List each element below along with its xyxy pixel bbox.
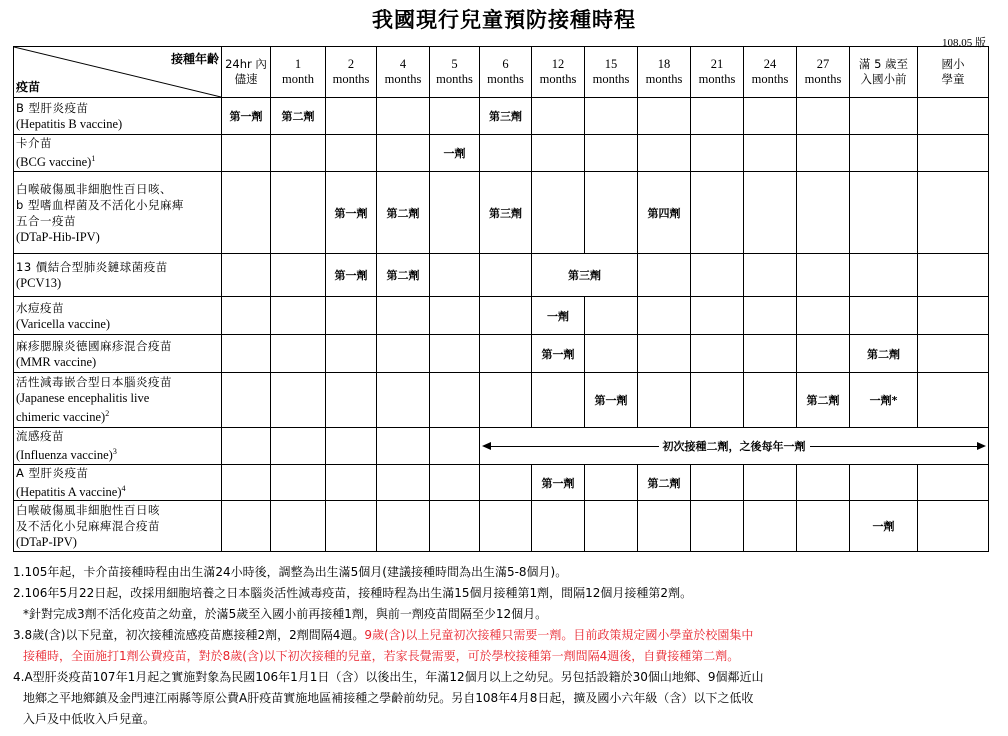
dose-cell (532, 98, 585, 135)
vaccine-name-en-text: (Japanese encephalitis live (16, 391, 150, 406)
vaccine-name-en (16, 354, 221, 370)
age-axis-label: 接種年齡 (170, 52, 219, 66)
dose-cell (377, 335, 430, 373)
vaccine-name-zh: 白喉破傷風非細胞性百日咳、 (16, 181, 172, 196)
footnote-marker: 1 (91, 154, 96, 164)
vaccine-name-en-text: (MMR vaccine) (16, 354, 97, 369)
vaccine-axis-label: 疫苗 (16, 80, 41, 94)
dose-cell (271, 297, 326, 335)
age-header-5 (480, 47, 532, 98)
dose-cell (744, 172, 797, 254)
dose-cell (744, 297, 797, 335)
vaccine-name-en-text: (DTaP-IPV) (16, 535, 77, 550)
dose-cell: 第一劑 (222, 98, 271, 135)
vaccine-name-cell (14, 172, 222, 254)
dose-cell (797, 465, 850, 501)
dose-cell (691, 297, 744, 335)
dose-cell (691, 98, 744, 135)
dose-cell (480, 297, 532, 335)
dose-cell: 第一劑 (326, 254, 377, 297)
footnote-line (13, 667, 988, 688)
vaccine-name-en (16, 390, 221, 406)
dose-cell (744, 254, 797, 297)
vaccine-name-cell (14, 465, 222, 501)
age-header-6 (532, 47, 585, 98)
vaccine-name-cell (14, 254, 222, 297)
age-header-line: 27 (816, 57, 830, 71)
dose-cell (850, 465, 918, 501)
vaccine-name-zh: 麻疹腮腺炎德國麻疹混合疫苗 (16, 338, 172, 353)
dose-cell (377, 501, 430, 552)
age-header-3 (377, 47, 430, 98)
dose-cell (222, 135, 271, 172)
dose-cell (271, 172, 326, 254)
age-header-10 (744, 47, 797, 98)
dose-cell (585, 98, 638, 135)
version-label: 108.05 版 (942, 37, 986, 49)
age-header-9 (691, 47, 744, 98)
dose-cell (480, 254, 532, 297)
vaccine-name-cell (14, 98, 222, 135)
age-header-7 (585, 47, 638, 98)
annual-dose-arrow (480, 428, 989, 465)
footnotes (13, 562, 988, 730)
vaccine-name-en-text: (Influenza vaccine) (16, 448, 113, 463)
dose-cell: 第二劑 (797, 373, 850, 428)
dose-cell (377, 98, 430, 135)
dose-cell (638, 373, 691, 428)
dose-cell: 第一劑 (326, 172, 377, 254)
arrow-left-icon (482, 442, 491, 450)
dose-cell (222, 254, 271, 297)
age-header-line: months (332, 72, 370, 86)
footnote-marker: 3 (112, 447, 117, 457)
vaccine-name-en (16, 151, 221, 170)
age-header-line: months (592, 72, 630, 86)
age-header-line: 5 (451, 57, 458, 71)
dose-cell (377, 135, 430, 172)
dose-cell: 一劑 (850, 501, 918, 552)
dose-cell (377, 428, 430, 465)
age-header-line: 15 (604, 57, 618, 71)
dose-cell (585, 465, 638, 501)
dose-cell (918, 465, 989, 501)
vaccine-name-zh: 五合一疫苗 (16, 213, 76, 228)
dose-cell: 一劑 (430, 135, 480, 172)
dose-cell (797, 297, 850, 335)
dose-cell (850, 254, 918, 297)
vaccine-name-cell (14, 335, 222, 373)
vaccine-name-en-text: (Hepatitis B vaccine) (16, 117, 123, 131)
age-header-2 (326, 47, 377, 98)
footnote-line (13, 604, 988, 625)
footnote-line (13, 646, 988, 667)
dose-cell (326, 98, 377, 135)
dose-cell (430, 98, 480, 135)
dose-cell (918, 254, 989, 297)
dose-cell (585, 172, 638, 254)
dose-cell (797, 335, 850, 373)
footnote-line (13, 583, 988, 604)
age-header-line: months (539, 72, 577, 86)
age-header-line: 4 (399, 57, 407, 71)
dose-cell (271, 501, 326, 552)
age-header-line: 6 (502, 57, 509, 71)
vaccine-name-en-text: (Hepatitis A vaccine) (16, 485, 122, 500)
footnote-marker: 2 (105, 409, 110, 419)
vaccine-row (14, 465, 989, 501)
dose-cell (638, 254, 691, 297)
footnote-text: 1.105年起，卡介苗接種時程由出生滿24小時後，調整為出生滿5個月(建議接種時間為出生滿5-8個月)。 (13, 565, 568, 579)
vaccine-row (14, 297, 989, 335)
vaccine-name-en (16, 444, 221, 463)
dose-cell (797, 501, 850, 552)
age-header-11 (797, 47, 850, 98)
dose-cell (326, 135, 377, 172)
dose-cell: 第二劑 (271, 98, 326, 135)
age-header-line: 儘速 (234, 72, 258, 86)
dose-cell: 第一劑 (532, 335, 585, 373)
dose-cell (918, 172, 989, 254)
age-header-line: months (436, 72, 473, 86)
dose-cell (326, 465, 377, 501)
footnote-text: 9歲(含)以上兒童初次接種只需要一劑。目前政策規定國小學童於校園集中 (364, 628, 754, 642)
dose-cell (797, 98, 850, 135)
vaccine-name-en-text: (Varicella vaccine) (16, 316, 111, 331)
dose-cell: 第二劑 (377, 254, 430, 297)
vaccine-name-en (16, 316, 221, 332)
dose-cell (532, 172, 585, 254)
dose-cell (377, 297, 430, 335)
dose-cell (585, 297, 638, 335)
dose-cell (744, 465, 797, 501)
footnote-text: 入戶及中低收入戶兒童。 (23, 712, 156, 726)
dose-cell (638, 98, 691, 135)
dose-cell (918, 501, 989, 552)
vaccine-row (14, 135, 989, 172)
vaccine-name-zh: 活性減毒嵌合型日本腦炎疫苗 (16, 375, 172, 390)
dose-cell (585, 335, 638, 373)
dose-cell (797, 172, 850, 254)
vaccine-name-cell (14, 373, 222, 428)
vaccine-row (14, 172, 989, 254)
age-header-line: months (487, 72, 524, 86)
dose-cell (638, 501, 691, 552)
dose-cell (918, 373, 989, 428)
age-header-line: 24 (763, 57, 777, 71)
vaccine-name-zh: 及不活化小兒麻痺混合疫苗 (16, 519, 160, 534)
dose-cell (430, 501, 480, 552)
dose-cell (480, 501, 532, 552)
dose-cell (326, 428, 377, 465)
dose-cell (850, 135, 918, 172)
vaccine-name-zh: 白喉破傷風非細胞性百日咳 (16, 503, 160, 518)
vaccine-name-en (16, 534, 221, 550)
dose-cell (430, 335, 480, 373)
dose-cell (691, 501, 744, 552)
dose-cell (326, 297, 377, 335)
dose-cell (222, 172, 271, 254)
footnote-text: 地鄉之平地鄉鎮及金門連江兩縣等原公費A肝疫苗實施地區補接種之學齡前幼兒。另自108年4月8日起，擴及國小六年級（含）以下之低收 (23, 691, 754, 705)
dose-cell (532, 135, 585, 172)
vaccine-name-en-text: (PCV13) (16, 276, 62, 290)
vaccine-name-cell (14, 428, 222, 465)
vaccine-name-en (16, 275, 221, 291)
vaccine-row (14, 373, 989, 428)
age-header-line: months (698, 72, 736, 86)
footnote-line (13, 625, 988, 646)
dose-cell (638, 335, 691, 373)
dose-cell: 第二劑 (850, 335, 918, 373)
age-header-line: 18 (657, 57, 671, 71)
footnote-text: 4.A型肝炎疫苗107年1月起之實施對象為民國106年1月1日（含）以後出生，年滿12個月以上之幼兒。另包括設籍於30個山地鄉、9個鄰近山 (13, 670, 764, 684)
dose-cell (271, 254, 326, 297)
dose-cell (691, 254, 744, 297)
age-header-line: 24hr 內 (225, 57, 267, 71)
age-header-line: months (804, 72, 842, 86)
dose-cell (797, 135, 850, 172)
dose-cell (430, 428, 480, 465)
age-header-8 (638, 47, 691, 98)
age-header-line: 21 (710, 57, 724, 71)
dose-cell (532, 501, 585, 552)
footnote-marker: 4 (121, 484, 126, 493)
footnote-line (13, 688, 988, 709)
age-header-0 (222, 47, 271, 98)
dose-cell: 第一劑 (585, 373, 638, 428)
arrow-right-icon (977, 442, 986, 450)
vaccine-name-cell (14, 135, 222, 172)
dose-cell (744, 135, 797, 172)
vaccine-row (14, 98, 989, 135)
dose-cell (850, 98, 918, 135)
dose-cell (744, 501, 797, 552)
dose-cell (744, 373, 797, 428)
dose-cell (222, 428, 271, 465)
dose-cell (430, 297, 480, 335)
vaccine-name-zh: b 型嗜血桿菌及不活化小兒麻痺 (16, 197, 184, 212)
vaccine-name-zh: 水痘疫苗 (16, 300, 64, 315)
dose-cell: 第四劑 (638, 172, 691, 254)
vaccine-name-en-text: (BCG vaccine) (16, 155, 92, 170)
footnote-line (13, 562, 988, 583)
dose-cell (222, 373, 271, 428)
dose-cell (797, 254, 850, 297)
vaccine-name-zh: 13 價結合型肺炎鏈球菌疫苗 (16, 260, 168, 274)
dose-cell (638, 135, 691, 172)
dose-cell (585, 501, 638, 552)
vaccine-name-en (16, 406, 221, 425)
dose-cell (326, 501, 377, 552)
dose-cell (744, 335, 797, 373)
dose-cell (326, 373, 377, 428)
age-header-12 (850, 47, 918, 98)
footnote-text: 接種時，全面施打1劑公費疫苗，對於8歲(含)以下初次接種的兒童，若家長覺需要，可於學校接種第一劑間隔4週後，自費接種第二劑。 (23, 649, 740, 663)
age-header-line: 1 (294, 57, 302, 71)
age-header-line: 2 (347, 57, 355, 71)
vaccine-name-en-text: chimeric vaccine) (16, 410, 106, 425)
dose-cell (691, 373, 744, 428)
vaccine-row (14, 501, 989, 552)
vaccine-name-en (16, 229, 221, 245)
age-header-line: months (384, 72, 422, 86)
dose-cell (222, 501, 271, 552)
dose-cell (326, 335, 377, 373)
vaccine-row (14, 428, 989, 465)
age-header-line: 滿 5 歲至 (858, 57, 909, 71)
header-row (14, 47, 989, 98)
dose-cell (480, 135, 532, 172)
age-header-line: 學童 (941, 72, 965, 86)
age-header-line: month (282, 72, 314, 86)
dose-cell (430, 373, 480, 428)
vaccine-name-zh: A 型肝炎疫苗 (16, 466, 89, 480)
vaccine-row (14, 254, 989, 297)
dose-cell: 第三劑 (480, 98, 532, 135)
vaccine-name-zh: 流感疫苗 (16, 429, 64, 444)
dose-cell (271, 373, 326, 428)
age-header-1 (271, 47, 326, 98)
age-header-line: 12 (551, 57, 565, 71)
dose-cell (430, 465, 480, 501)
dose-cell (480, 465, 532, 501)
dose-cell: 第二劑 (377, 172, 430, 254)
dose-cell (691, 335, 744, 373)
age-header-line: months (645, 72, 683, 86)
dose-cell (377, 465, 430, 501)
vaccine-row (14, 335, 989, 373)
dose-cell (480, 373, 532, 428)
page-title: 我國現行兒童預防接種時程 (372, 7, 636, 32)
age-header-line: 入國小前 (860, 72, 907, 86)
dose-cell (480, 335, 532, 373)
vaccine-name-en (16, 116, 221, 132)
vaccination-schedule-table (13, 46, 989, 552)
footnote-line (13, 709, 988, 730)
dose-cell (585, 135, 638, 172)
vaccine-name-en-text: (DTaP-Hib-IPV) (16, 229, 100, 244)
age-header-line: months (751, 72, 789, 86)
corner-header-cell (14, 47, 222, 98)
dose-cell (271, 465, 326, 501)
dose-cell: 第二劑 (638, 465, 691, 501)
footnote-text: 2.106年5月22日起，改採用細胞培養之日本腦炎活性減毒疫苗，接種時程為出生滿15個月接種第1劑，間隔12個月接種第2劑。 (13, 586, 693, 600)
footnote-text: 3.8歲(含)以下兒童，初次接種流感疫苗應接種2劑，2劑間隔4週。 (13, 628, 365, 642)
dose-cell (532, 373, 585, 428)
dose-cell (638, 297, 691, 335)
age-header-13 (918, 47, 989, 98)
dose-cell: 一劑* (850, 373, 918, 428)
dose-cell: 第三劑 (480, 172, 532, 254)
dose-cell (918, 135, 989, 172)
dose-cell (744, 98, 797, 135)
vaccine-name-cell (14, 297, 222, 335)
footnote-text: *針對完成3劑不活化疫苗之幼童，於滿5歲至入國小前再接種1劑，與前一劑疫苗間隔至少12個月。 (23, 607, 548, 621)
dose-cell (430, 172, 480, 254)
dose-cell (918, 297, 989, 335)
dose-cell (222, 297, 271, 335)
vaccine-name-en (16, 481, 221, 500)
dose-cell (222, 465, 271, 501)
vaccine-name-cell (14, 501, 222, 552)
dose-cell (271, 428, 326, 465)
dose-cell (918, 98, 989, 135)
dose-cell: 第一劑 (532, 465, 585, 501)
dose-cell (271, 135, 326, 172)
age-header-4 (430, 47, 480, 98)
dose-cell (222, 335, 271, 373)
vaccine-name-zh: B 型肝炎疫苗 (16, 101, 89, 115)
vaccine-name-zh: 卡介苗 (16, 136, 52, 151)
dose-cell (918, 335, 989, 373)
dose-cell (691, 465, 744, 501)
dose-cell (271, 335, 326, 373)
dose-cell (850, 172, 918, 254)
dose-cell (430, 254, 480, 297)
age-header-line: 國小 (941, 57, 965, 71)
dose-cell (691, 172, 744, 254)
dose-cell (377, 373, 430, 428)
annual-dose-label: 初次接種二劑，之後每年一劑 (659, 438, 810, 454)
dose-cell: 一劑 (532, 297, 585, 335)
dose-cell: 第三劑 (532, 254, 638, 297)
dose-cell (850, 297, 918, 335)
dose-cell (691, 135, 744, 172)
